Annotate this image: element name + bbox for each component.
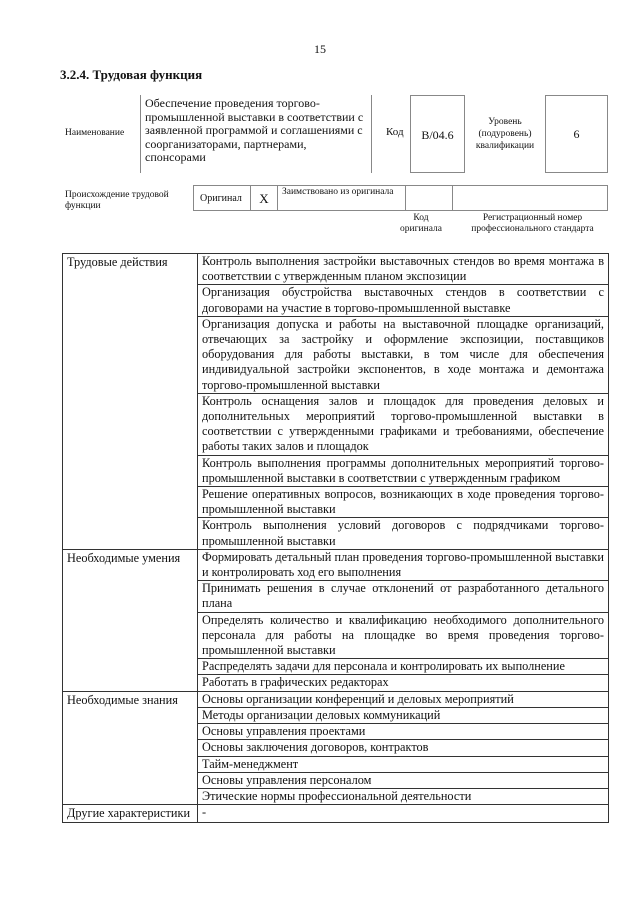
skills-label: Необходимые умения <box>63 549 198 691</box>
other-characteristics-value: - <box>198 805 609 823</box>
table-row <box>63 805 609 823</box>
knowledge-item: Основы управления проектами <box>198 724 609 740</box>
labor-actions-label: Трудовые действия <box>63 254 198 550</box>
name-label: Наименование <box>65 128 125 138</box>
labor-action-item: Контроль выполнения условий договоров с подрядчиками торгово-промышленной выставки <box>198 518 609 549</box>
registration-number-cell <box>452 185 608 211</box>
knowledge-item: Тайм-менеджмент <box>198 756 609 772</box>
level-label: Уровень (подуровень) квалификации <box>475 117 535 151</box>
original-code-caption: Код оригинала <box>400 213 442 234</box>
code-value: B/04.6 <box>410 95 465 173</box>
skill-item: Распределять задачи для персонала и контролировать их выполнение <box>198 659 609 675</box>
original-cell: Оригинал <box>193 185 250 211</box>
labor-action-item: Контроль оснащения залов и площадок для проведения деловых и дополнительных мероприятий торгово-промышленной выставки в соответствии с утвержденными графиками и требованиями, обеспечение работы таких залов и площадок <box>198 393 609 455</box>
borrowed-cell: Заимствовано из оригинала <box>277 185 405 211</box>
level-value: 6 <box>545 95 608 173</box>
skill-item: Формировать детальный план проведения торгово-промышленной выставки и контролировать ход его выполнения <box>198 549 609 580</box>
skill-item: Принимать решения в случае отклонений от разработанного детального плана <box>198 581 609 612</box>
knowledge-item: Этические нормы профессиональной деятельности <box>198 788 609 804</box>
table-row <box>63 549 609 580</box>
knowledge-item: Основы заключения договоров, контрактов <box>198 740 609 756</box>
table-row <box>63 691 609 707</box>
registration-number-caption: Регистрационный номер профессионального стандарта <box>471 213 594 234</box>
function-table <box>62 253 609 823</box>
table-row <box>63 254 609 285</box>
function-name: Обеспечение проведения торгово-промышленной выставки в соответствии с заявленной программой и соглашениями с соорганизаторами, партнерами, спонсорами <box>140 95 372 173</box>
other-characteristics-label: Другие характеристики <box>63 805 198 823</box>
original-code-cell <box>405 185 452 211</box>
page-number: 15 <box>314 42 326 56</box>
origin-label: Происхождение трудовой функции <box>65 190 169 211</box>
labor-action-item: Организация обустройства выставочных стендов в соответствии с договорами на участие в торгово-промышленной выставке <box>198 285 609 316</box>
skill-item: Работать в графических редакторах <box>198 675 609 691</box>
knowledge-item: Основы управления персоналом <box>198 772 609 788</box>
code-label: Код <box>386 126 404 138</box>
labor-action-item: Контроль выполнения застройки выставочных стендов во время монтажа в соответствии с утвержденным планом экспозиции <box>198 254 609 285</box>
knowledge-item: Методы организации деловых коммуникаций <box>198 707 609 723</box>
knowledge-label: Необходимые знания <box>63 691 198 804</box>
original-mark: X <box>250 185 277 211</box>
knowledge-item: Основы организации конференций и деловых мероприятий <box>198 691 609 707</box>
labor-action-item: Организация допуска и работы на выставочной площадке организаций, отвечающих за застройку и оформление экспозиции, поставщиков оборудования для работы выставки, в том числе для обеспечения индивидуальной застройки экспонентов, в ходе монтажа и демонтажа торгово-промышленной выставки <box>198 316 609 393</box>
labor-action-item: Контроль выполнения программы дополнительных мероприятий торгово-промышленной выставки в соответствии с утвержденным графиком <box>198 455 609 486</box>
labor-action-item: Решение оперативных вопросов, возникающих в ходе проведения торгово-промышленной выставки <box>198 487 609 518</box>
section-title: 3.2.4. Трудовая функция <box>60 67 203 82</box>
skill-item: Определять количество и квалификацию необходимого дополнительного персонала для работы на площадке во время проведения торгово-промышленной выставки <box>198 612 609 659</box>
